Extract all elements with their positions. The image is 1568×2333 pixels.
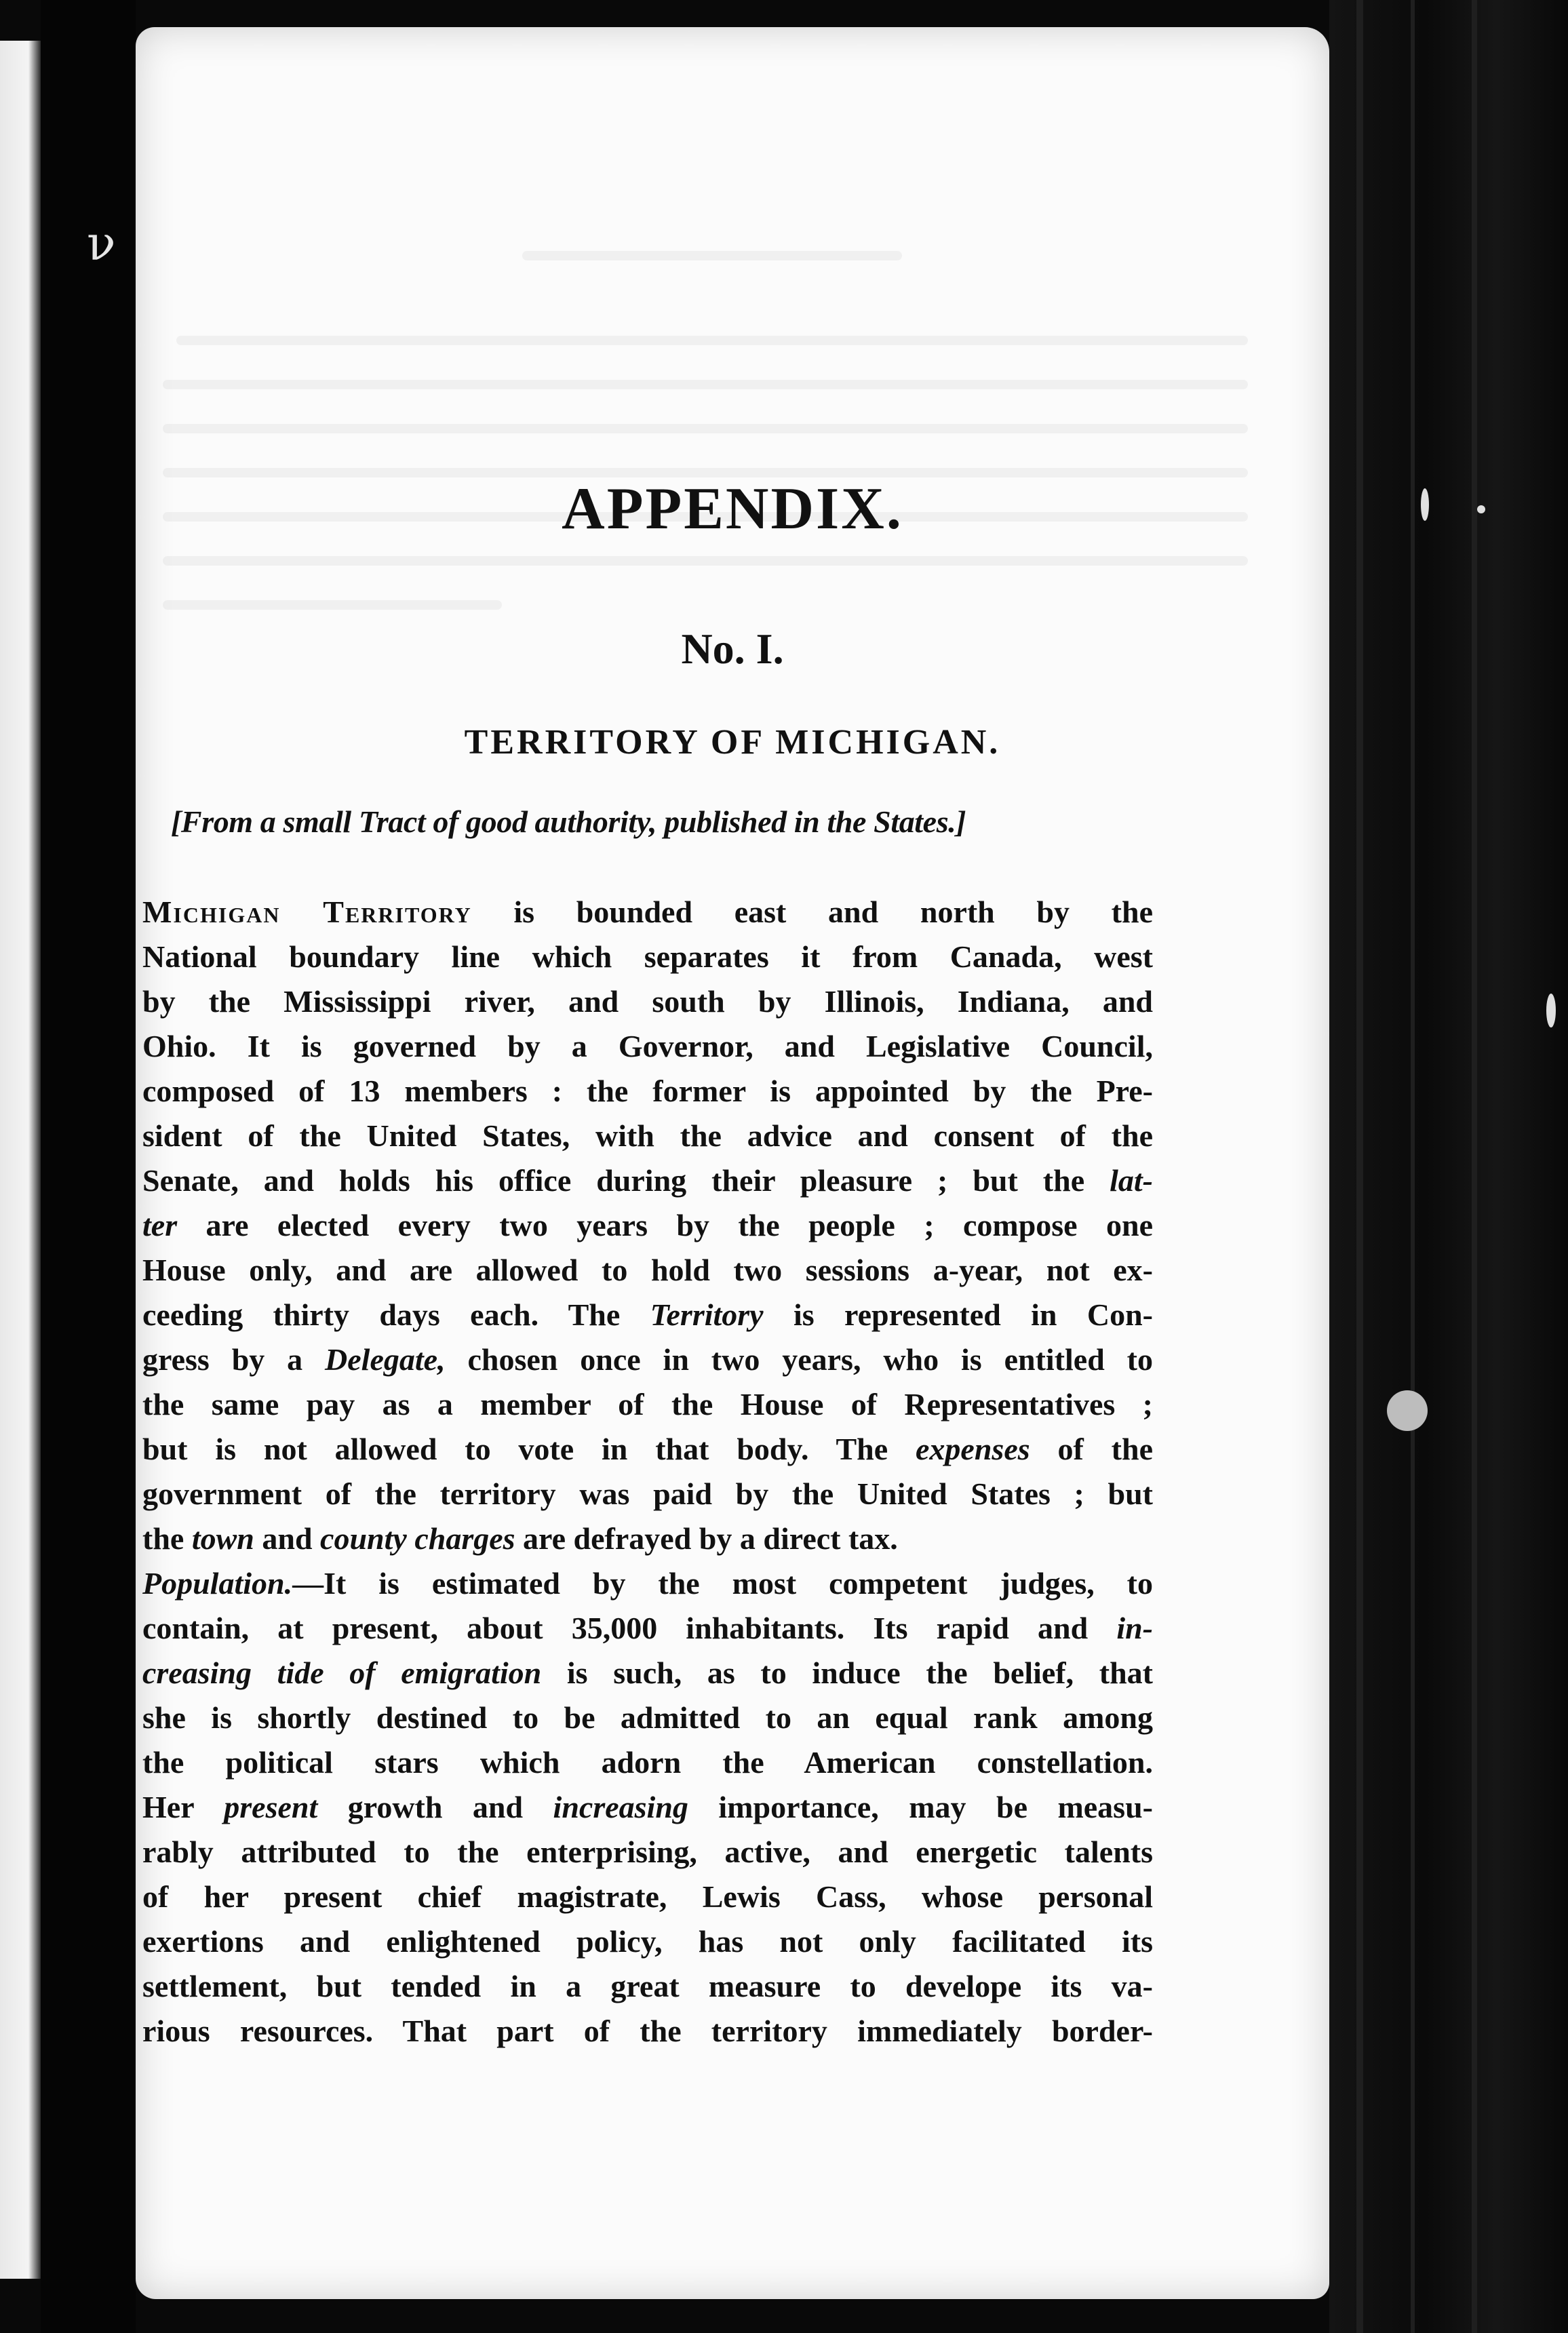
text-line <box>142 1248 1153 1293</box>
margin-mark: ν <box>87 216 116 271</box>
book-page <box>136 27 1329 2299</box>
text-segment: contain, at present, about 35,000 inhabitants. Its rapid and <box>142 1611 1117 1645</box>
text-segment: is bounded east and north by the <box>471 895 1153 929</box>
section-heading: TERRITORY OF MICHIGAN. <box>464 723 1001 762</box>
text-line <box>142 1561 1153 1606</box>
text-segment: Ohio. It is governed by a Governor, and Legislative Council, <box>142 1029 1153 1063</box>
gutter-shadow <box>41 0 136 2333</box>
text-segment: the <box>142 1521 192 1556</box>
italic-text: ter <box>142 1208 178 1242</box>
edge-stripe <box>1356 0 1363 2333</box>
book-edge <box>1329 0 1568 2333</box>
text-segment: importance, may be measu- <box>688 1790 1153 1824</box>
text-line <box>142 1695 1153 1740</box>
scan-speck <box>1546 994 1556 1027</box>
appendix-number: No. I. <box>681 625 784 673</box>
scan-speck <box>1477 505 1485 513</box>
edge-stripe <box>1411 0 1415 2333</box>
italic-text: town <box>191 1521 254 1556</box>
text-segment: National boundary line which separates it from Canada, west <box>142 939 1153 974</box>
text-line <box>142 1875 1153 1919</box>
italic-text: in- <box>1116 1611 1153 1645</box>
scan-speck <box>1387 1390 1428 1431</box>
text-segment: but is not allowed to vote in that body. The <box>142 1432 916 1466</box>
italic-text: creasing tide of emigration <box>142 1655 542 1690</box>
page-title: APPENDIX. <box>562 476 903 542</box>
text-segment: is such, as to induce the belief, that <box>541 1655 1153 1690</box>
italic-text: county charges <box>320 1521 515 1556</box>
italic-text: Territory <box>650 1297 764 1332</box>
text-line <box>142 1337 1153 1382</box>
page-content <box>136 27 1329 2299</box>
adjacent-page-edge <box>0 41 41 2279</box>
text-segment: Senate, and holds his office during their pleasure ; but the <box>142 1163 1110 1198</box>
text-segment: is represented in Con- <box>763 1297 1153 1332</box>
text-segment: of the <box>1030 1432 1154 1466</box>
text-line <box>142 1382 1153 1427</box>
text-line <box>142 1606 1153 1651</box>
text-line <box>142 1516 1153 1561</box>
text-line <box>142 979 1153 1024</box>
text-segment: exertions and enlightened policy, has not only facilitated its <box>142 1924 1153 1959</box>
text-segment: gress by a <box>142 1342 326 1377</box>
italic-text: increasing <box>553 1790 688 1824</box>
text-line <box>142 1651 1153 1695</box>
text-segment: growth and <box>317 1790 553 1824</box>
text-segment: and <box>254 1521 321 1556</box>
body-text <box>142 890 1153 2054</box>
text-segment: by the Mississippi river, and south by Illinois, Indiana, and <box>142 984 1153 1019</box>
scan-speck <box>1421 488 1429 521</box>
text-segment: composed of 13 members : the former is appointed by the Pre- <box>142 1074 1153 1108</box>
text-line <box>142 1740 1153 1785</box>
text-line <box>142 1785 1153 1830</box>
text-segment: the political stars which adorn the American constellation. <box>142 1745 1153 1780</box>
small-caps-text: Michigan Territory <box>142 895 472 929</box>
text-line <box>142 935 1153 979</box>
text-segment: ceeding thirty days each. The <box>142 1297 650 1332</box>
text-line <box>142 1158 1153 1203</box>
text-line <box>142 2009 1153 2054</box>
text-segment: rably attributed to the enterprising, active, and energetic talents <box>142 1835 1153 1869</box>
text-line <box>142 1024 1153 1069</box>
text-line <box>142 1427 1153 1472</box>
italic-text: lat- <box>1110 1163 1153 1198</box>
text-line <box>142 890 1153 935</box>
source-note: [From a small Tract of good authority, published in the States.] <box>171 804 966 839</box>
italic-text: expenses <box>916 1432 1030 1466</box>
text-segment: of her present chief magistrate, Lewis Cass, whose personal <box>142 1879 1153 1914</box>
text-segment: the same pay as a member of the House of Representatives ; <box>142 1387 1153 1422</box>
text-segment: House only, and are allowed to hold two sessions a-year, not ex- <box>142 1253 1153 1287</box>
text-line <box>142 1472 1153 1516</box>
text-line <box>142 1293 1153 1337</box>
text-line <box>142 1114 1153 1158</box>
italic-text: Delegate, <box>325 1342 446 1377</box>
text-line <box>142 1919 1153 1964</box>
text-segment: are defrayed by a direct tax. <box>515 1521 898 1556</box>
text-segment: she is shortly destined to be admitted to an equal rank among <box>142 1700 1153 1735</box>
text-line <box>142 1964 1153 2009</box>
text-segment: —It is estimated by the most competent judges, to <box>292 1566 1153 1601</box>
italic-text: Population. <box>142 1566 293 1601</box>
text-segment: chosen once in two years, who is entitled to <box>445 1342 1153 1377</box>
italic-text: present <box>224 1790 318 1824</box>
text-segment: government of the territory was paid by the United States ; but <box>142 1476 1153 1511</box>
text-segment: rious resources. That part of the territory immediately border- <box>142 2014 1153 2048</box>
text-line <box>142 1069 1153 1114</box>
text-segment: settlement, but tended in a great measure to develope its va- <box>142 1969 1153 2003</box>
text-segment: sident of the United States, with the advice and consent of the <box>142 1118 1153 1153</box>
text-segment: are elected every two years by the people ; compose one <box>177 1208 1153 1242</box>
text-line <box>142 1830 1153 1875</box>
text-segment: Her <box>142 1790 224 1824</box>
edge-stripe <box>1472 0 1477 2333</box>
text-line <box>142 1203 1153 1248</box>
